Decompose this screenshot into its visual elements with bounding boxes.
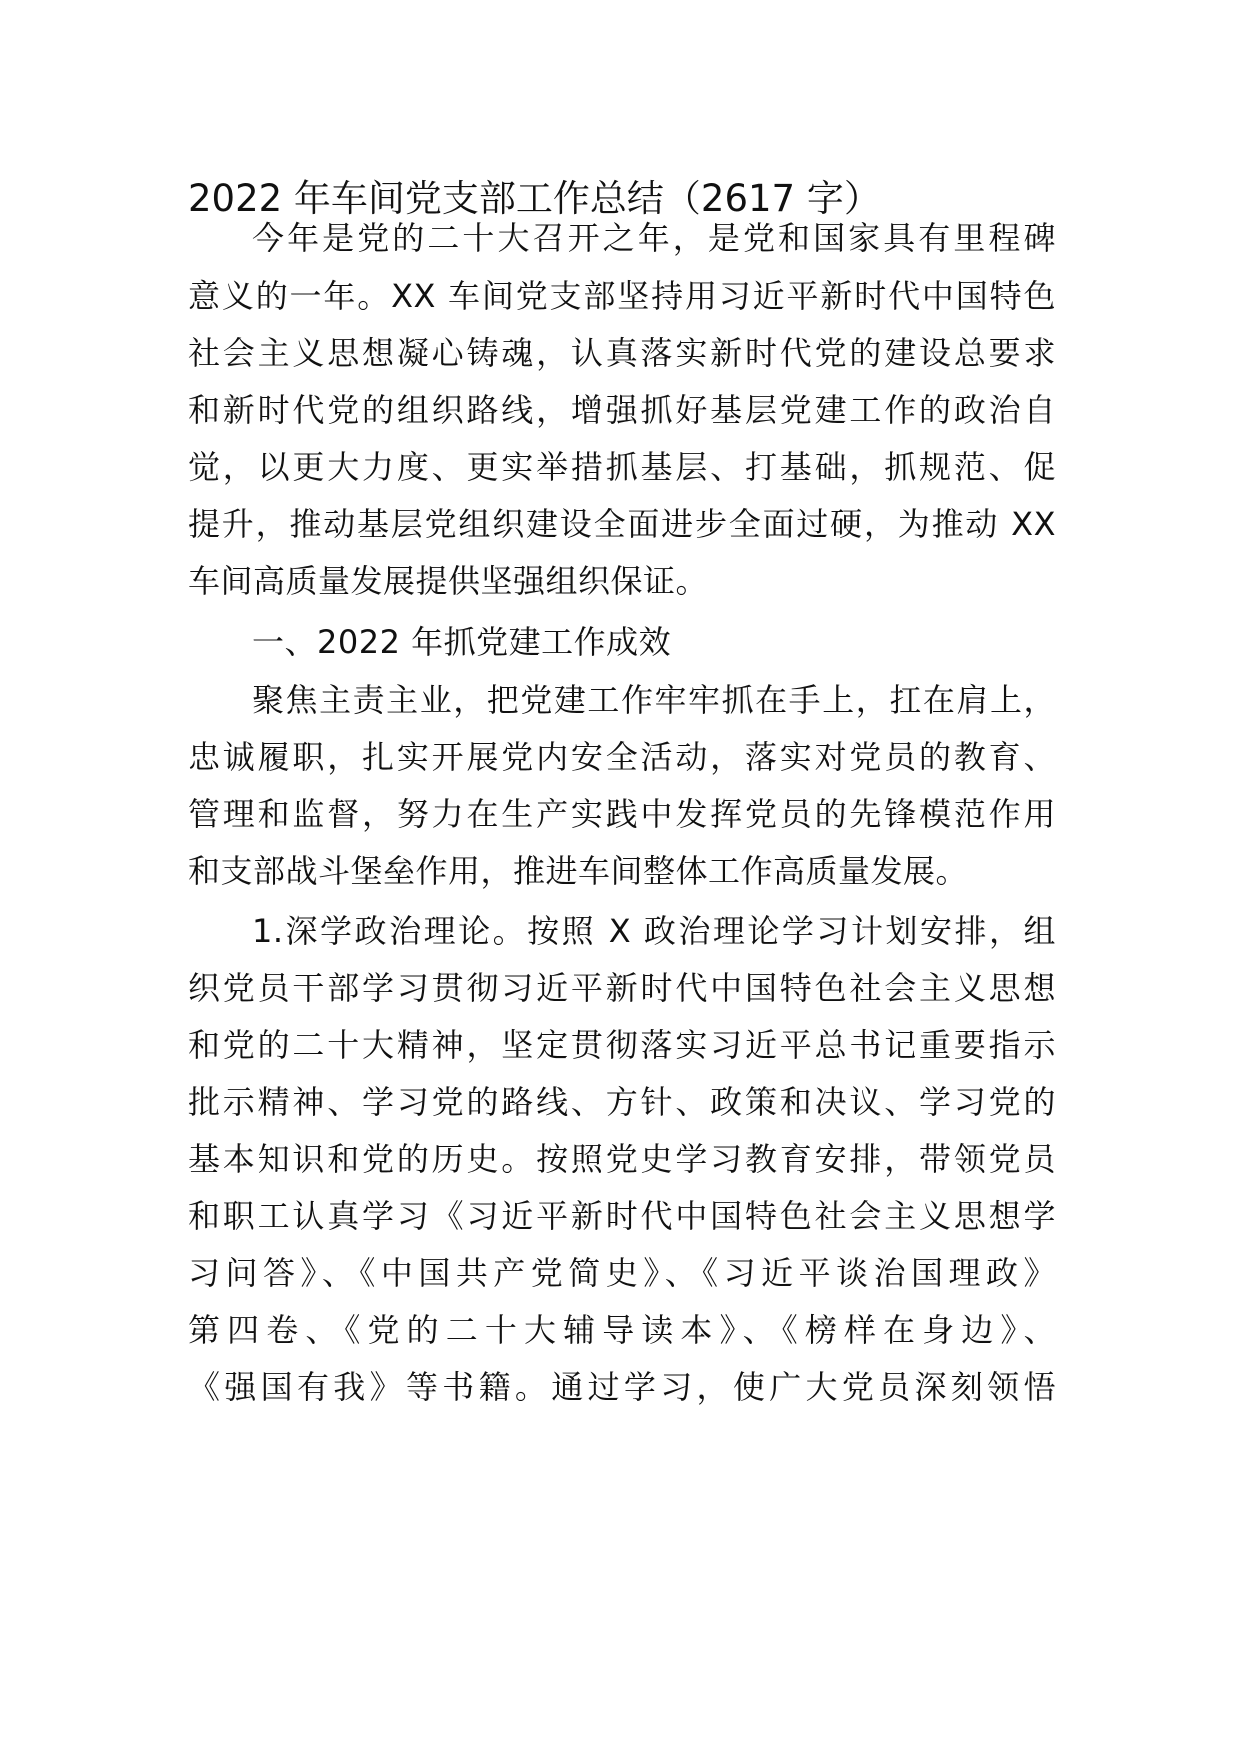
- paragraph-line: 基本知识和党的历史。按照党史学习教育安排，带领党员: [188, 1140, 1056, 1178]
- paragraph-line: 提升，推动基层党组织建设全面进步全面过硬，为推动 XX: [188, 505, 1056, 543]
- paragraph-line: 1.深学政治理论。按照 X 政治理论学习计划安排，组: [252, 912, 1056, 950]
- paragraph-line: 和新时代党的组织路线，增强抓好基层党建工作的政治自: [188, 391, 1056, 429]
- section-heading: 一、2022 年抓党建工作成效: [252, 623, 672, 661]
- paragraph-line: 意义的一年。XX 车间党支部坚持用习近平新时代中国特色: [188, 277, 1056, 315]
- paragraph-line: 和支部战斗堡垒作用，推进车间整体工作高质量发展。: [188, 852, 969, 890]
- document-title: 2022 年车间党支部工作总结（2617 字）: [188, 177, 881, 220]
- paragraph-line: 《强国有我》等书籍。通过学习，使广大党员深刻领悟: [188, 1368, 1056, 1406]
- paragraph-line: 批示精神、学习党的路线、方针、政策和决议、学习党的: [188, 1083, 1056, 1121]
- paragraph-line: 织党员干部学习贯彻习近平新时代中国特色社会主义思想: [188, 969, 1056, 1007]
- paragraph-line: 觉，以更大力度、更实举措抓基层、打基础，抓规范、促: [188, 448, 1056, 486]
- paragraph-line: 车间高质量发展提供坚强组织保证。: [188, 562, 709, 600]
- paragraph-line: 今年是党的二十大召开之年，是党和国家具有里程碑: [252, 219, 1056, 257]
- paragraph-line: 管理和监督，努力在生产实践中发挥党员的先锋模范作用: [188, 795, 1056, 833]
- paragraph-line: 和职工认真学习《习近平新时代中国特色社会主义思想学: [188, 1197, 1056, 1235]
- paragraph-line: 第四卷、《党的二十大辅导读本》、《榜样在身边》、: [188, 1311, 1056, 1349]
- paragraph-line: 社会主义思想凝心铸魂，认真落实新时代党的建设总要求: [188, 334, 1056, 372]
- paragraph-line: 忠诚履职，扎实开展党内安全活动，落实对党员的教育、: [188, 738, 1056, 776]
- paragraph-line: 习问答》、《中国共产党简史》、《习近平谈治国理政》: [188, 1254, 1056, 1292]
- paragraph-line: 聚焦主责主业，把党建工作牢牢抓在手上，扛在肩上，: [252, 681, 1056, 719]
- paragraph-line: 和党的二十大精神，坚定贯彻落实习近平总书记重要指示: [188, 1026, 1056, 1064]
